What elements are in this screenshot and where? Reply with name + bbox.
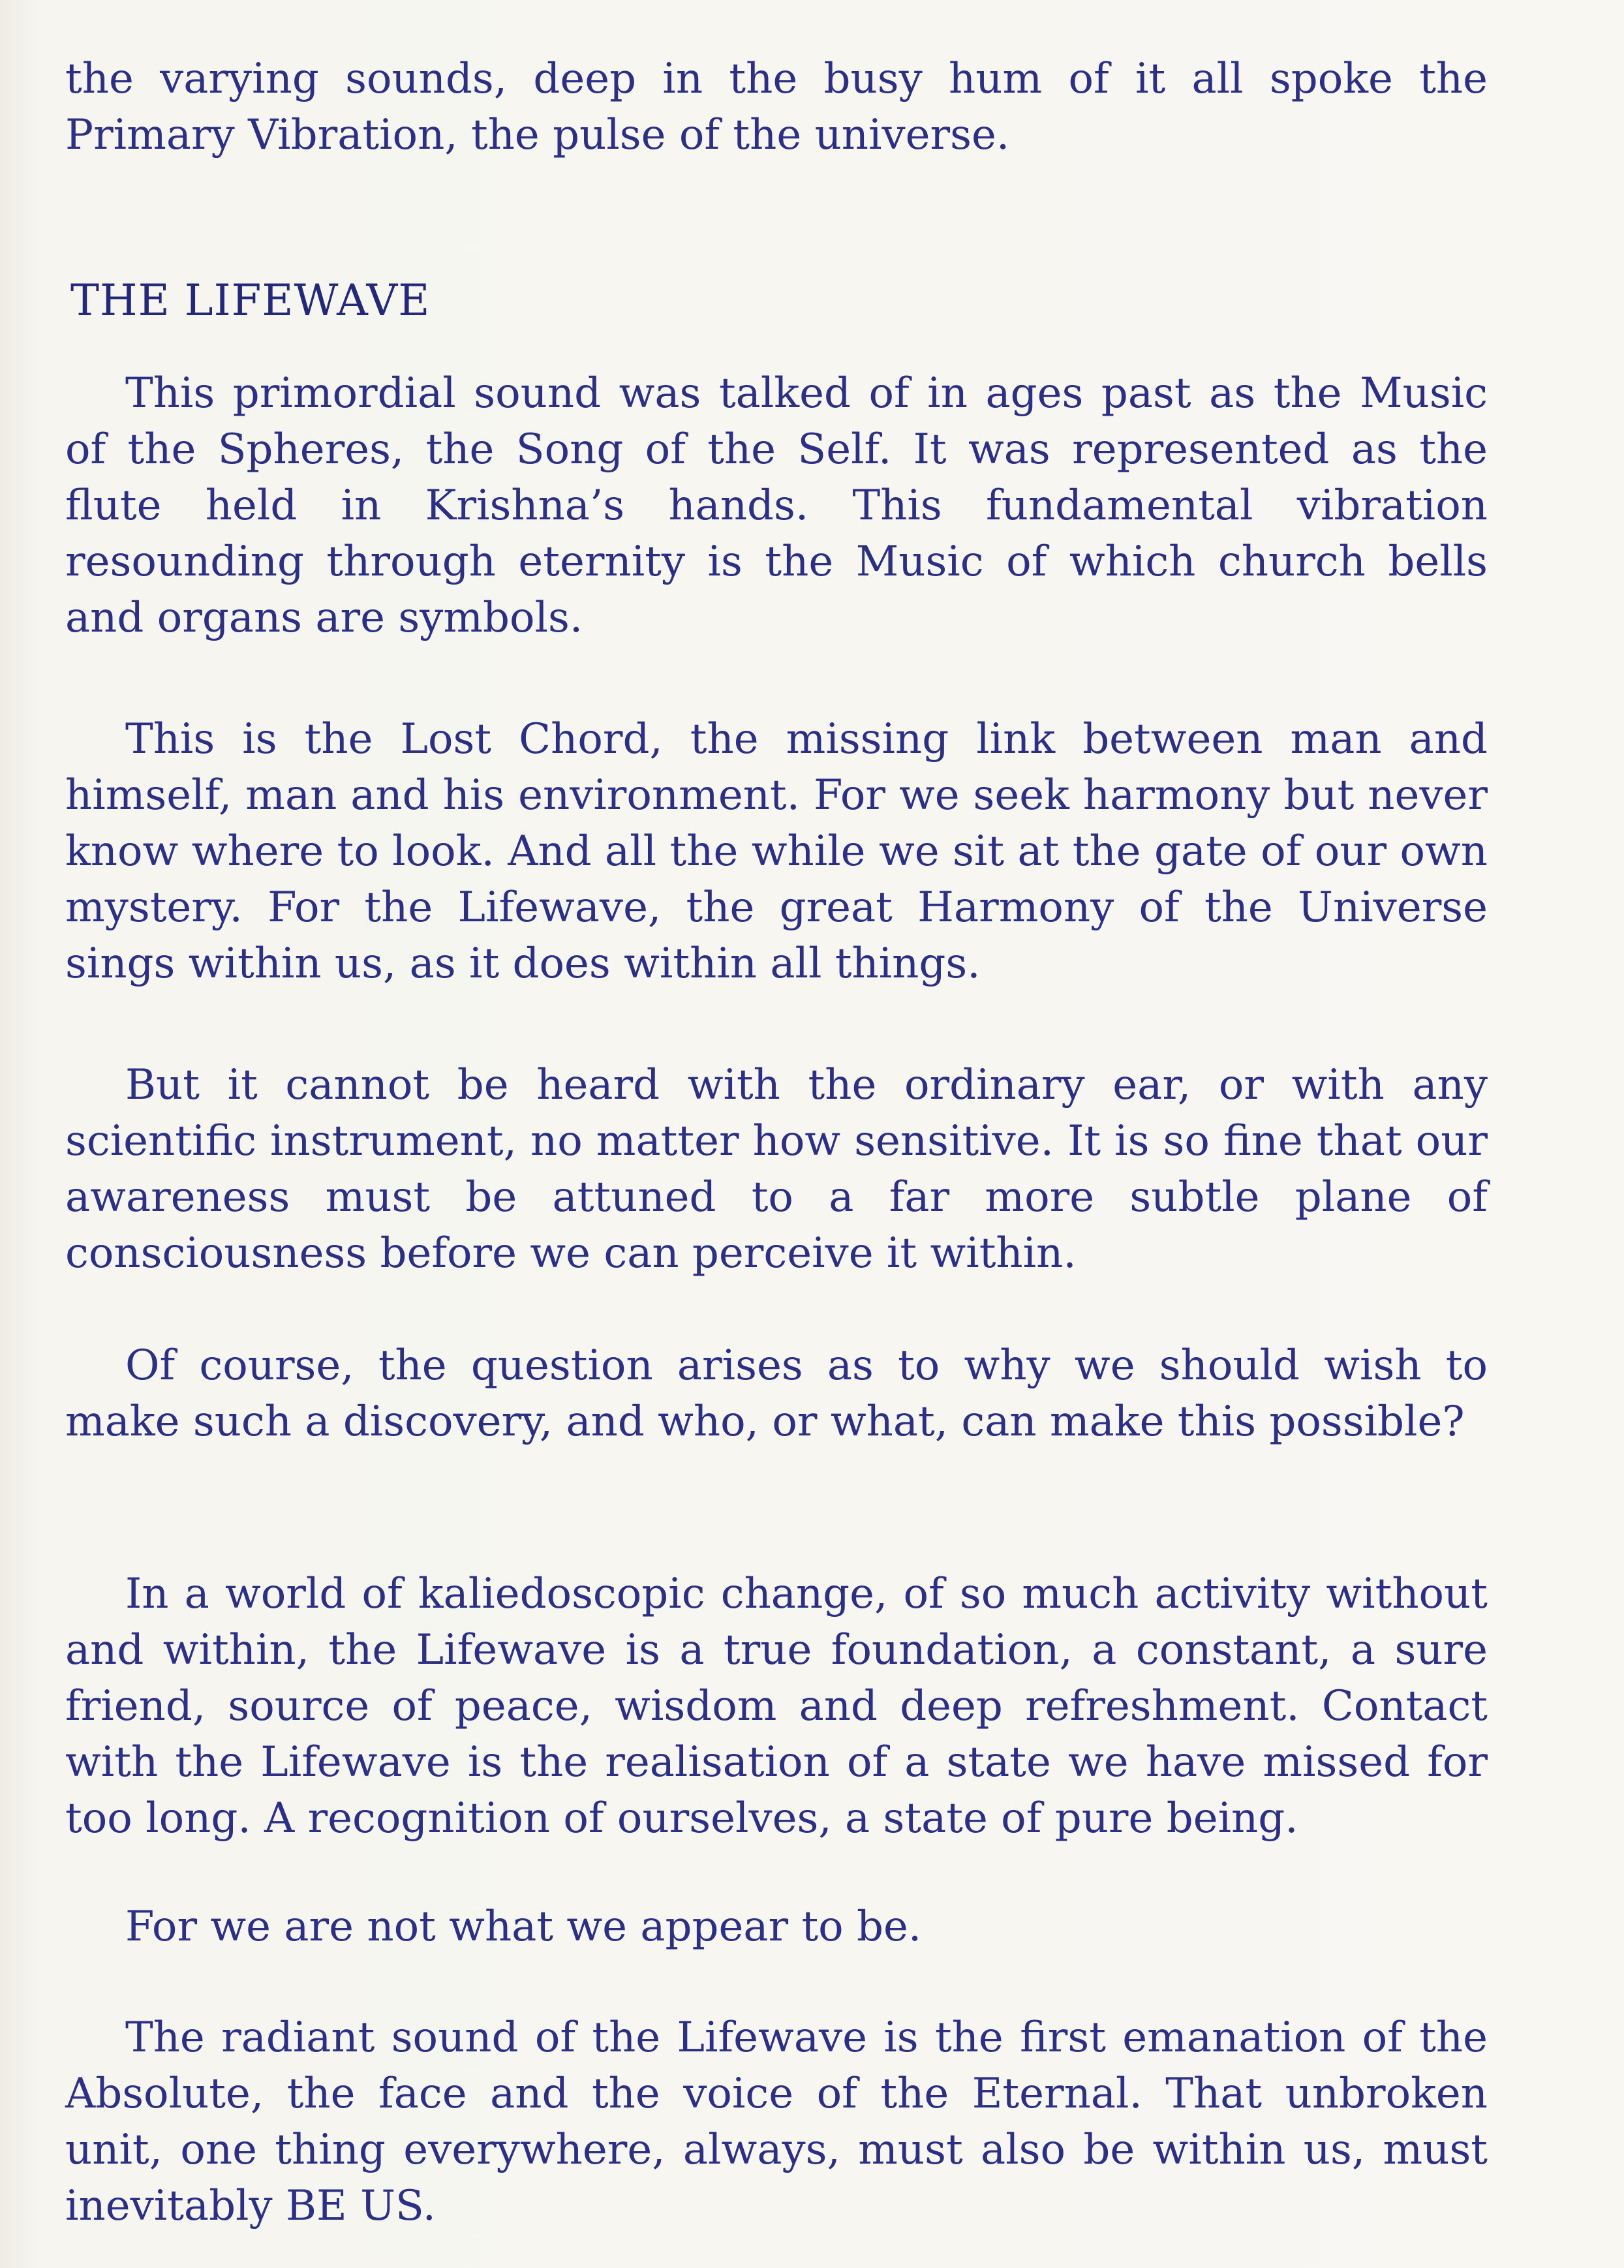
paragraph-5: In a world of kaliedoscopic change, of so much activity without and within, the Lifewave is a true foundation, a constant, a sure friend, source of peace, wisdom and deep refreshment. Contact with the Lifewave is the realisation of a state we have missed for too long. A recognition of ourselves, a state of pure being. xyxy=(65,1570,1488,1843)
paragraph-6: For we are not what we appear to be. xyxy=(125,1903,922,1951)
intro-paragraph: the varying sounds, deep in the busy hum of it all spoke the Primary Vibration, the pulse of the universe. xyxy=(65,55,1488,159)
paragraph-7: The radiant sound of the Lifewave is the first emanation of the Absolute, the face and the voice of the Eternal. That unbroken unit, one thing everywhere, always, must also be within us, must inevitably BE US. xyxy=(65,2014,1488,2230)
paragraph-2: This is the Lost Chord, the missing link between man and himself, man and his environment. For we seek harmony but never know where to look. And all the while we sit at the gate of our own mystery. For the Lifewave, the great Harmony of the Universe sings within us, as it does within all things. xyxy=(65,715,1488,988)
paragraph-1: This primordial sound was talked of in ages past as the Music of the Spheres, the Song of the Self. It was represented as the flute held in Krishna’s hands. This fundamental vibration resounding through eternity is the Music of which church bells and organs are symbols. xyxy=(65,369,1488,642)
section-heading: THE LIFEWAVE xyxy=(70,275,431,326)
paragraph-4: Of course, the question arises as to why we should wish to make such a discovery, and who, or what, can make this possible? xyxy=(65,1341,1488,1446)
paragraph-3: But it cannot be heard with the ordinary ear, or with any scientific instrument, no matter how sensitive. It is so fine that our awareness must be attuned to a far more subtle plane of consciousness before we can perceive it within. xyxy=(65,1061,1488,1278)
